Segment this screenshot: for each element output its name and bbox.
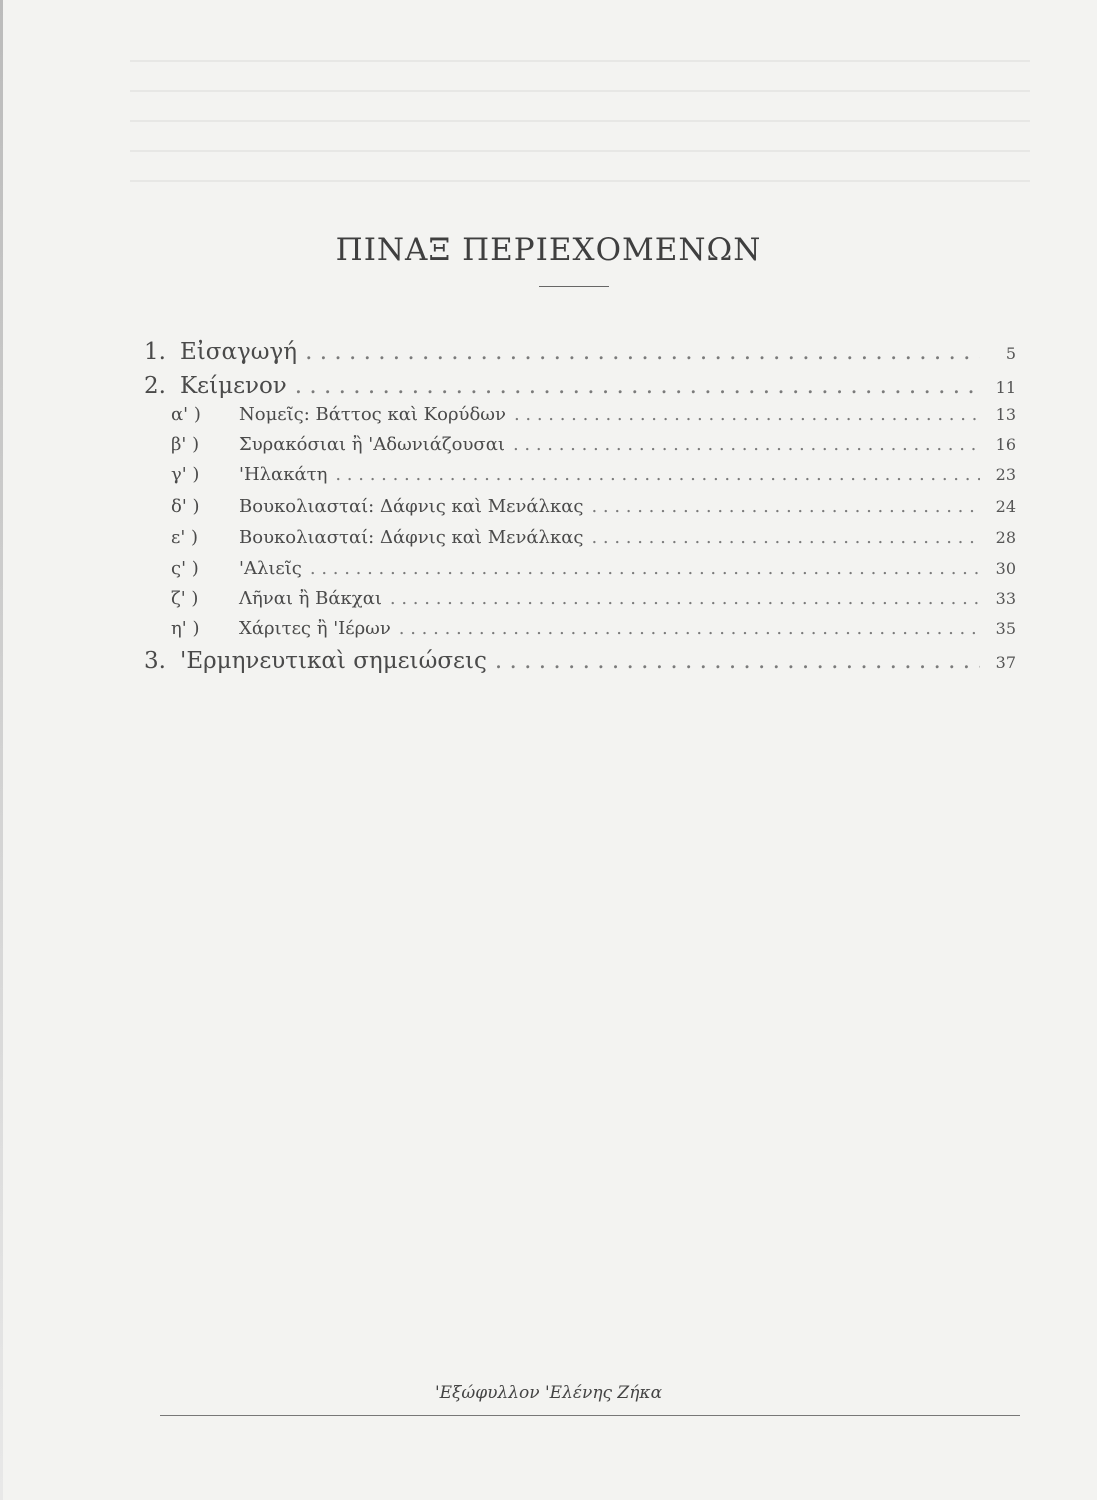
- entry-page-number: 30: [995, 559, 1016, 578]
- entry-page-number: 16: [995, 435, 1016, 454]
- dot-leader: [495, 648, 980, 674]
- page-title: ΠΙΝΑΞ ΠΕΡΙΕΧΟΜΕΝΩΝ: [335, 232, 762, 268]
- dot-leader: [390, 588, 980, 609]
- dot-leader: [305, 339, 980, 365]
- entry-page-number: 13: [995, 405, 1016, 424]
- toc-subentry: [171, 496, 1016, 517]
- entry-number: ε' ): [171, 527, 199, 548]
- entry-number: γ' ): [171, 464, 200, 485]
- entry-title: 'Ερμηνευτικαὶ σημειώσεις: [180, 648, 487, 674]
- toc-entry: [144, 648, 1016, 674]
- dot-leader: [591, 527, 980, 548]
- dot-leader: [335, 464, 980, 485]
- entry-number: 2.: [144, 373, 166, 399]
- entry-title: 'Ηλακάτη: [239, 464, 328, 485]
- entry-title: Κείμενον: [180, 373, 287, 399]
- dot-leader: [295, 373, 980, 399]
- entry-page-number: 23: [995, 465, 1016, 484]
- toc-subentry: [171, 618, 1016, 639]
- entry-number: δ' ): [171, 496, 200, 517]
- toc-subentry: [171, 558, 1016, 579]
- toc-entry: [144, 339, 1016, 365]
- dot-leader: [591, 496, 980, 517]
- entry-page-number: 24: [995, 497, 1016, 516]
- entry-number: α' ): [171, 404, 201, 425]
- entry-page-number: 11: [995, 378, 1016, 397]
- entry-page-number: 35: [995, 619, 1016, 638]
- entry-number: β' ): [171, 434, 200, 455]
- dot-leader: [399, 618, 980, 639]
- entry-number: ς' ): [171, 558, 199, 579]
- toc-entry: [144, 373, 1016, 399]
- entry-number: 3.: [144, 648, 166, 674]
- toc-subentry: [171, 464, 1016, 485]
- entry-title: 'Αλιεῖς: [239, 558, 302, 579]
- entry-title: Εἰσαγωγή: [180, 339, 298, 365]
- dot-leader: [513, 434, 980, 455]
- dot-leader: [514, 404, 980, 425]
- entry-page-number: 28: [995, 528, 1016, 547]
- entry-title: Συρακόσιαι ἢ 'Αδωνιάζουσαι: [239, 434, 505, 455]
- toc-subentry: [171, 588, 1016, 609]
- footer-rule: [160, 1415, 1020, 1416]
- cover-credit: 'Εξώφυλλον 'Ελένης Ζήκα: [434, 1383, 663, 1403]
- table-of-contents: [0, 0, 1097, 700]
- toc-subentry: [171, 404, 1016, 425]
- entry-page-number: 5: [1005, 344, 1016, 363]
- entry-title: Βουκολιασταί: Δάφνις καὶ Μενάλκας: [239, 496, 584, 517]
- entry-number: ζ' ): [171, 588, 199, 609]
- entry-number: η' ): [171, 618, 200, 639]
- toc-subentry: [171, 527, 1016, 548]
- toc-subentry: [171, 434, 1016, 455]
- entry-title: Χάριτες ἢ 'Ιέρων: [239, 618, 391, 639]
- entry-title: Λῆναι ἢ Βάκχαι: [239, 588, 382, 609]
- entry-title: Νομεῖς: Βάττος καὶ Κορύδων: [239, 404, 506, 425]
- dot-leader: [310, 558, 980, 579]
- entry-title: Βουκολιασταί: Δάφνις καὶ Μενάλκας: [239, 527, 584, 548]
- entry-page-number: 37: [995, 653, 1016, 672]
- entry-number: 1.: [144, 339, 166, 365]
- entry-page-number: 33: [995, 589, 1016, 608]
